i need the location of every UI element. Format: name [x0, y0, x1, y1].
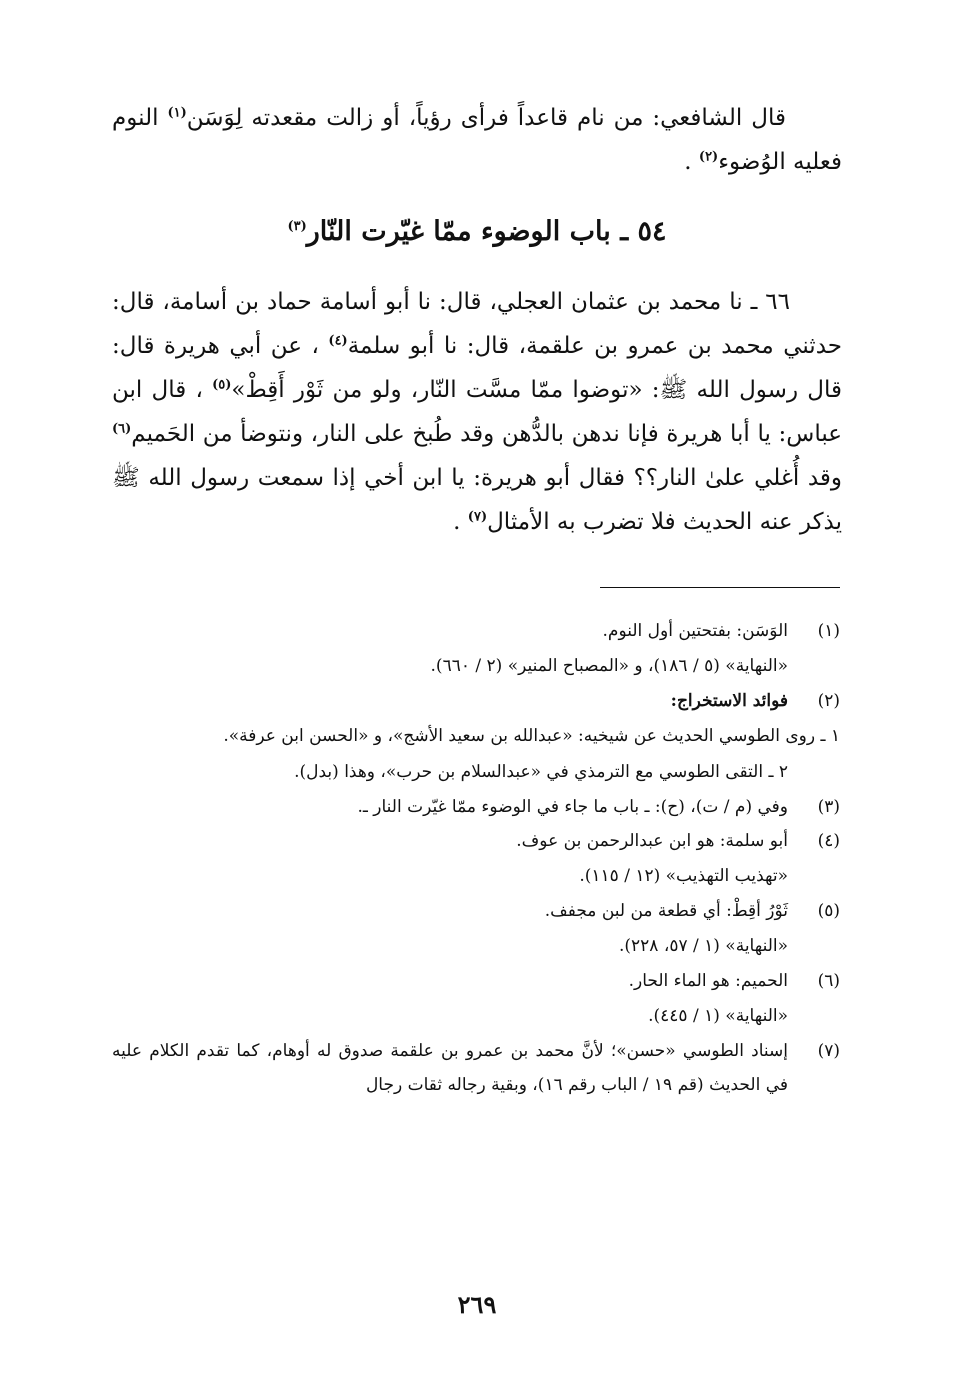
footnote-ref-4[interactable]: (٤) — [328, 333, 348, 349]
footnote-number: (٦) — [817, 971, 840, 991]
footnote-text: وفي (م / ت)، (ح): ـ باب ما جاء في الوضوء ممّا غيّرت النار ـ. — [357, 797, 788, 817]
footnote-ref-1[interactable]: (١) — [167, 105, 187, 121]
footnote-5 — [112, 894, 840, 964]
footnote-source: «تهذيب التهذيب» (١٢ / ١١٥). — [579, 866, 788, 886]
footnote-text: الحميم: هو الماء الحار. — [628, 971, 788, 991]
footnote-text: ثَوْرُ أقِطْ: أي قطعة من لبن مجفف. — [544, 901, 788, 921]
footnote-item: ٢ ـ التقى الطوسي مع الترمذي في «عبدالسلام بن حرب»، وهذا (بدل). — [294, 762, 788, 782]
footnote-ref-3[interactable]: (٣) — [287, 219, 307, 234]
footnotes — [112, 614, 840, 1102]
hadith-text-end: وقد أُغلي علىٰ النار؟؟ فقال أبو هريرة: يا ابن أخي إذا سمعت رسول الله ﷺ يذكر عنه الحديث فلا تضرب به الأمثال — [112, 465, 842, 535]
footnote-number: (٧) — [817, 1041, 840, 1061]
footnote-number: (٤) — [817, 831, 840, 851]
page-number: ٢٦٩ — [457, 1290, 497, 1319]
footnote-text: أبو سلمة: هو ابن عبدالرحمن بن عوف. — [516, 831, 788, 851]
hadith-chain: ٦٦ ـ نا محمد بن عثمان العجلي، قال: نا أبو أسامة حماد بن أسامة، قال: حدثني محمد بن عمرو بن علقمة، قال: نا أبو سلمة — [112, 289, 842, 359]
footnote-text: الوَسَن: بفتحتين أول النوم. — [602, 621, 788, 641]
footnote-3 — [112, 790, 840, 824]
intro-paragraph — [112, 96, 842, 184]
footnote-separator — [600, 587, 840, 588]
footnote-source: «النهاية» (١ / ٤٤٥). — [648, 1006, 788, 1026]
chapter-heading — [112, 210, 842, 254]
footnote-number: (٣) — [817, 797, 840, 817]
hadith-end: . — [453, 509, 468, 535]
footnote-7 — [112, 1034, 840, 1102]
footnote-6 — [112, 964, 840, 1034]
footnote-ref-5[interactable]: (٥) — [212, 377, 232, 393]
footnote-item: ١ ـ روى الطوسي الحديث عن شيخيه: «عبدالله بن سعيد الأشج»، و «الحسن ابن عرفة». — [223, 726, 840, 746]
footnote-source: «النهاية» (١ / ٥٧، ٢٢٨). — [618, 936, 788, 956]
footnote-source: «النهاية» (٥ / ١٨٦)، و «المصباح المنير» (٢ / ٦٦٠). — [430, 656, 788, 676]
footnote-ref-6[interactable]: (٦) — [112, 421, 132, 437]
footnote-heading: فوائد الاستخراج: — [670, 691, 788, 711]
intro-text-continued: النوم فعليه الوُضوء — [112, 105, 842, 175]
footnote-ref-7[interactable]: (٧) — [467, 509, 488, 525]
intro-end: . — [684, 149, 699, 175]
footnote-number: (١) — [817, 621, 840, 641]
footnote-1 — [112, 614, 840, 684]
main-text — [112, 96, 842, 544]
chapter-title: ٥٤ ـ باب الوضوء ممّا غيّرت النّار — [306, 216, 667, 247]
footnote-2 — [112, 684, 840, 790]
hadith-paragraph — [112, 280, 842, 544]
hadith-text-continued: ، قال ابن عباس: يا أبا هريرة فإنا ندهن بالدُّهن وقد طُبخ على النار، ونتوضأ من الحَميم — [112, 377, 842, 447]
footnote-text: إسناد الطوسي «حسن»؛ لأنَّ محمد بن عمرو بن علقمة صدوق له أوهام، كما تقدم الكلام عليه في الحديث (قم ١٩ / الباب رقم ١٦)، وبقية رجاله ثقات رجال — [112, 1041, 788, 1095]
footnote-number: (٢) — [817, 691, 840, 711]
hadith-text: ، عن أبي هريرة قال: قال رسول الله ﷺ: «توضوا ممّا مسَّت النّار، ولو من ثَوْر أَقِطْ» — [112, 333, 842, 403]
intro-text: قال الشافعي: من نام قاعداً فرأى رؤياً، أو زالت مقعدته لِوَسَن — [186, 105, 786, 131]
footnote-4 — [112, 824, 840, 894]
footnote-number: (٥) — [817, 901, 840, 921]
footnote-ref-2[interactable]: (٢) — [698, 149, 719, 165]
